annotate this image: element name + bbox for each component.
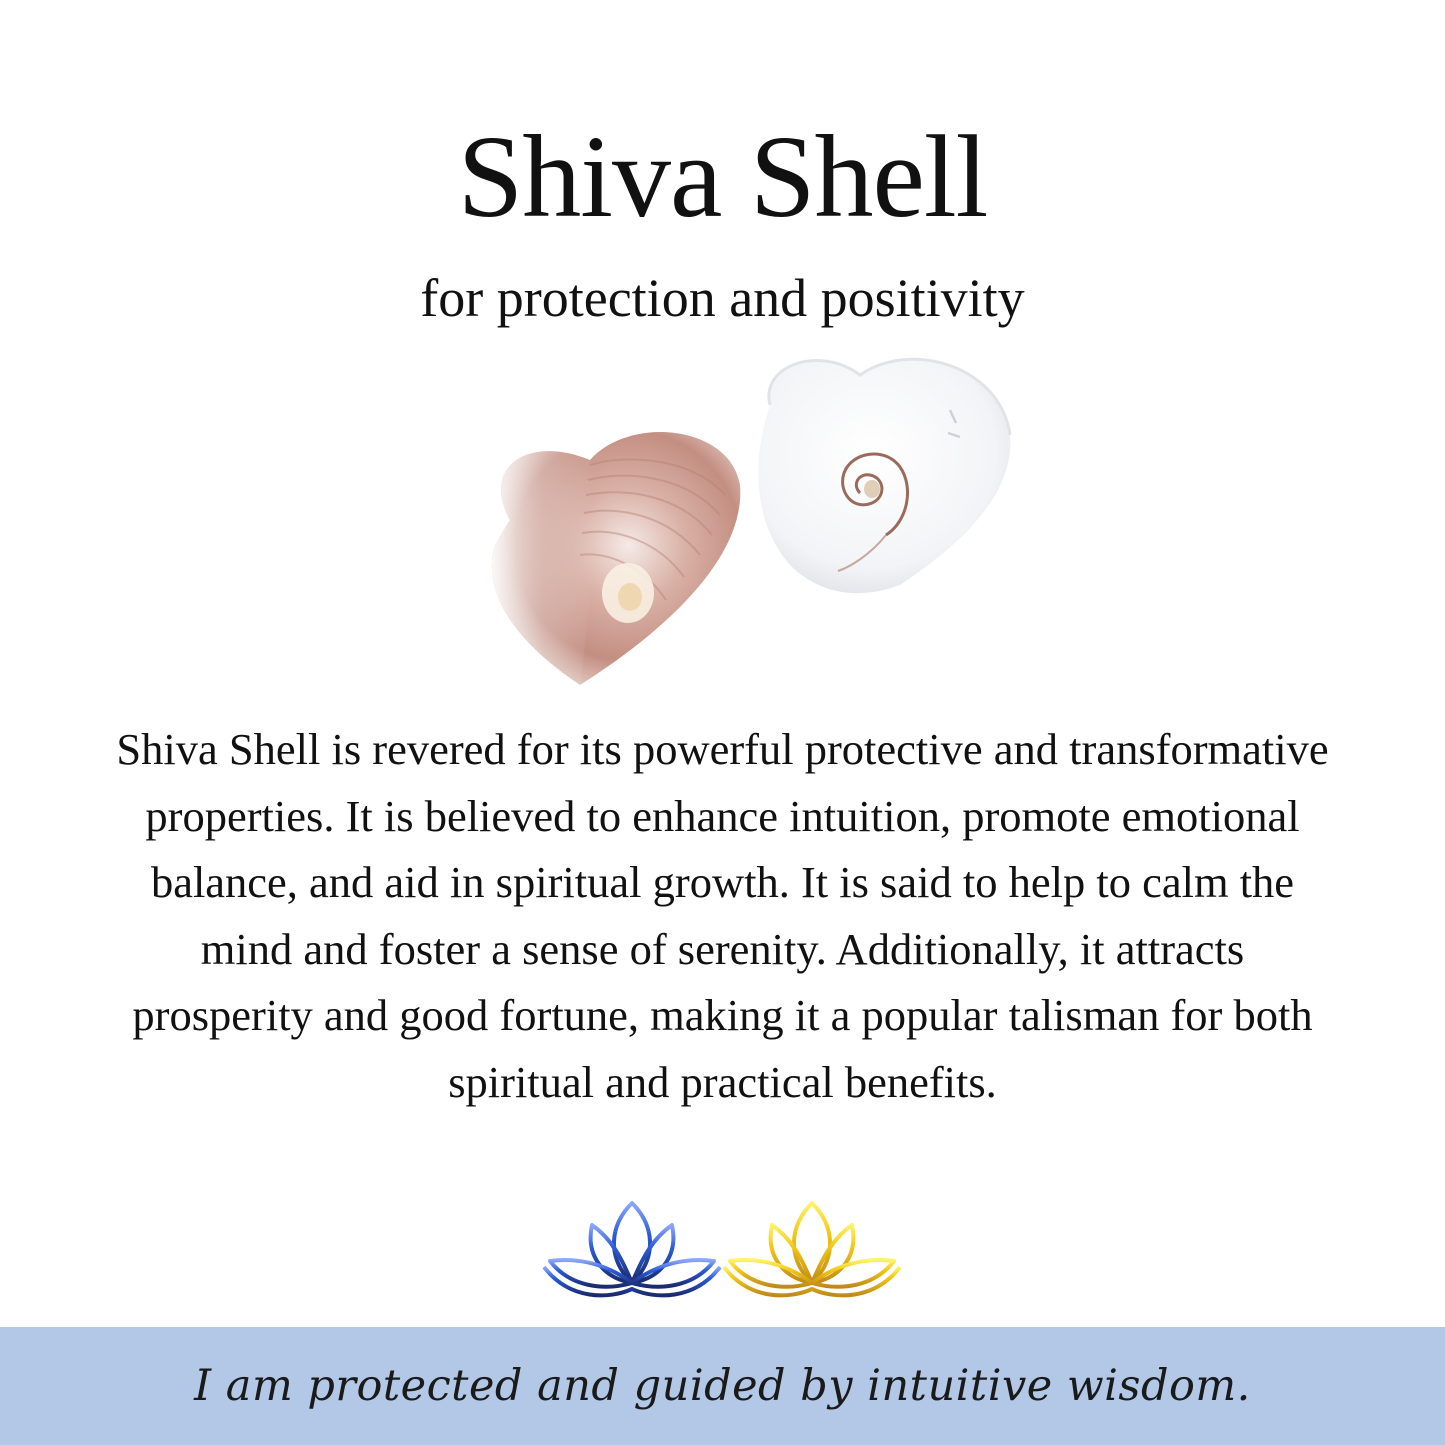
- lotus-decoration: [540, 1195, 910, 1315]
- page-title: Shiva Shell: [457, 111, 988, 242]
- affirmation-text: I am protected and guided by intuitive wisdom.: [194, 1361, 1251, 1411]
- heart-shell-spiral-icon: [758, 359, 1010, 593]
- page-subtitle: for protection and positivity: [420, 268, 1025, 328]
- shell-photo: [440, 345, 1040, 705]
- blue-lotus-icon: [544, 1203, 720, 1295]
- gold-lotus-icon: [724, 1203, 900, 1295]
- heart-shell-back-icon: [492, 432, 740, 685]
- affirmation-banner: [0, 1327, 1445, 1445]
- description-text: Shiva Shell is revered for its powerful protective and transformative properties. It is believed to enhance intuition, promote emotional balance, and aid in spiritual growth. It is said to help to calm the mind and foster a sense of serenity. Additionally, it attracts prosperity and good fortune, making it a popular talisman for both spiritual and practical benefits.: [116, 724, 1329, 1107]
